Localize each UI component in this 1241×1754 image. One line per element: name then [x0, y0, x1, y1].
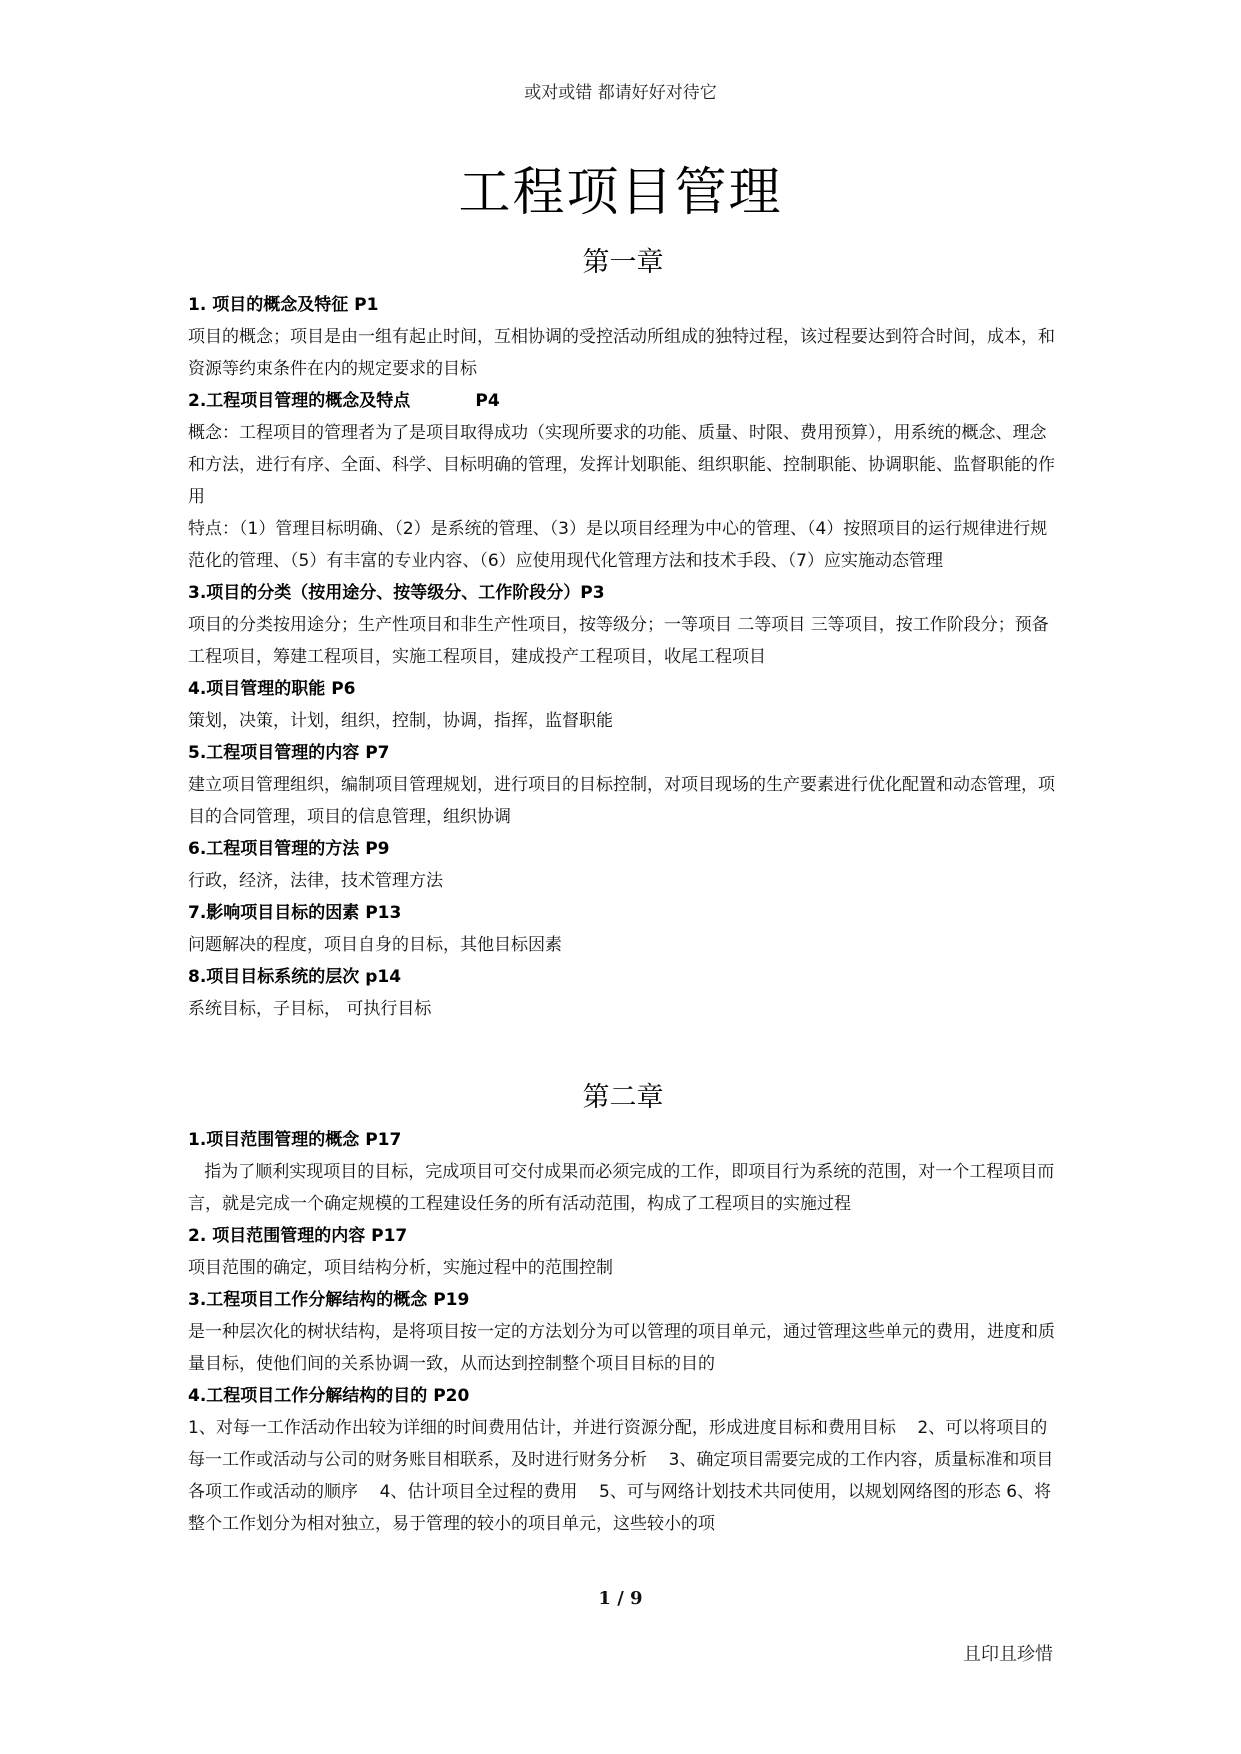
chapter-2 [188, 1075, 1058, 1540]
chapter-title: 第一章 [582, 247, 664, 278]
section-paragraph: 建立项目管理组织，编制项目管理规划，进行项目的目标控制，对项目现场的生产要素进行优化配置和动态管理，项目的合同管理，项目的信息管理，组织协调 [188, 775, 1055, 827]
document-body [188, 240, 1058, 1540]
section-heading: 2.工程项目管理的概念及特点 P4 [188, 391, 500, 411]
chapter-title: 第二章 [582, 1082, 664, 1113]
section-heading: 1. 项目的概念及特征 P1 [188, 295, 379, 315]
section-paragraph: 系统目标，子目标， 可执行目标 [188, 999, 432, 1019]
footer-tagline: 且印且珍惜 [963, 1644, 1053, 1665]
section-paragraph: 行政，经济，法律，技术管理方法 [188, 871, 443, 891]
section-paragraph: 问题解决的程度，项目自身的目标，其他目标因素 [188, 935, 562, 955]
header-tagline: 或对或错 都请好好对待它 [524, 83, 717, 103]
section-heading: 4.项目管理的职能 P6 [188, 679, 356, 699]
section-paragraph: 指为了顺利实现项目的目标，完成项目可交付成果而必须完成的工作，即项目行为系统的范围，对一个工程项目而言，就是完成一个确定规模的工程建设任务的所有活动范围，构成了工程项目的实施过程 [188, 1162, 1055, 1214]
document-title: 工程项目管理 [458, 163, 783, 223]
section-heading: 6.工程项目管理的方法 P9 [188, 839, 390, 859]
chapter-spacer [188, 1025, 1058, 1075]
section-heading: 8.项目目标系统的层次 p14 [188, 967, 402, 987]
section-heading: 4.工程项目工作分解结构的目的 P20 [188, 1386, 470, 1406]
section-paragraph: 项目范围的确定，项目结构分析，实施过程中的范围控制 [188, 1258, 613, 1278]
section-heading: 2. 项目范围管理的内容 P17 [188, 1226, 408, 1246]
section-paragraph: 项目的分类按用途分；生产性项目和非生产性项目，按等级分；一等项目 二等项目 三等项目，按工作阶段分；预备工程项目，筹建工程项目，实施工程项目，建成投产工程项目，收尾工程项目 [188, 615, 1049, 667]
section-paragraph: 是一种层次化的树状结构，是将项目按一定的方法划分为可以管理的项目单元，通过管理这些单元的费用，进度和质量目标，使他们间的关系协调一致，从而达到控制整个项目目标的目的 [188, 1322, 1055, 1374]
section-paragraph: 特点：（1）管理目标明确、（2）是系统的管理、（3）是以项目经理为中心的管理、（4）按照项目的运行规律进行规范化的管理、（5）有丰富的专业内容、（6）应使用现代化管理方法和技术手段、（7）应实施动态管理 [188, 519, 1048, 571]
section-paragraph: 1、对每一工作活动作出较为详细的时间费用估计，并进行资源分配，形成进度目标和费用目标 2、可以将项目的每一工作或活动与公司的财务账目相联系，及时进行财务分析 3、确定项目需要完成的工作内容，质量标准和项目各项工作或活动的顺序 4、估计项目全过程的费用 5、可与网络计划技术共同使用，以规划网络图的形态 6、将整个工作划分为相对独立，易于管理的较小的项目单元，这些较小的项 [188, 1418, 1054, 1534]
section-paragraph: 策划，决策，计划，组织，控制，协调，指挥，监督职能 [188, 711, 613, 731]
section-heading: 1.项目范围管理的概念 P17 [188, 1130, 402, 1150]
section-paragraph: 概念：工程项目的管理者为了是项目取得成功（实现所要求的功能、质量、时限、费用预算），用系统的概念、理念和方法，进行有序、全面、科学、目标明确的管理，发挥计划职能、组织职能、控制职能、协调职能、监督职能的作用 [188, 423, 1055, 507]
page-number: 1 / 9 [598, 1588, 643, 1609]
chapter-1 [188, 240, 1058, 1025]
section-heading: 3.项目的分类（按用途分、按等级分、工作阶段分）P3 [188, 583, 605, 603]
section-heading: 3.工程项目工作分解结构的概念 P19 [188, 1290, 470, 1310]
section-heading: 7.影响项目目标的因素 P13 [188, 903, 402, 923]
section-paragraph: 项目的概念；项目是由一组有起止时间，互相协调的受控活动所组成的独特过程，该过程要达到符合时间，成本，和资源等约束条件在内的规定要求的目标 [188, 327, 1055, 379]
section-heading: 5.工程项目管理的内容 P7 [188, 743, 390, 763]
